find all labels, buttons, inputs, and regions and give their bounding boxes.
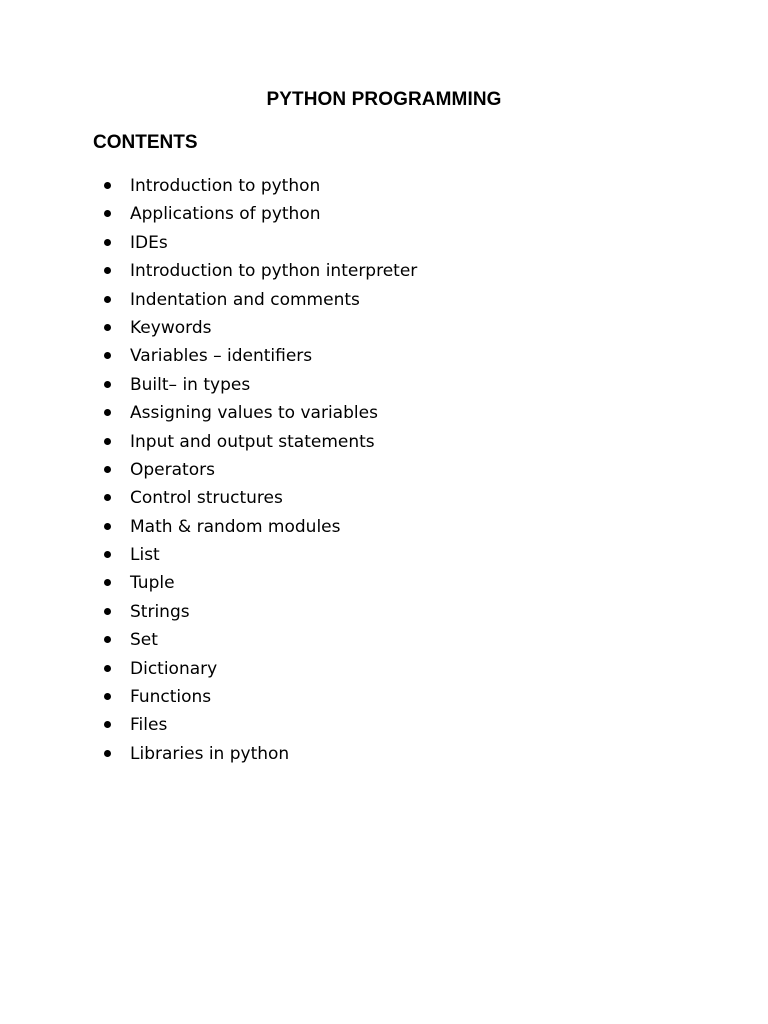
document-title: PYTHON PROGRAMMING [266,89,502,110]
contents-item-label: Introduction to python [130,176,321,196]
contents-item [104,428,417,456]
contents-item-label: Set [130,630,158,651]
contents-list [104,172,417,768]
bullet-icon [104,438,111,445]
contents-item-label: Introduction to python interpreter [130,261,418,282]
contents-item [104,484,417,512]
contents-item-label: Files [130,715,168,736]
bullet-icon [104,210,111,217]
contents-item-label: Tuple [130,573,175,594]
contents-item-label: Operators [130,459,215,480]
bullet-icon [104,579,111,586]
contents-item-label: Input and output statements [130,431,375,452]
contents-item [104,456,417,484]
bullet-icon [104,409,111,416]
contents-item [104,711,417,739]
contents-item-label: Variables – identifiers [130,346,313,367]
bullet-icon [104,296,111,303]
contents-item-label: Built– in types [130,374,251,395]
contents-item-label: IDEs [130,232,168,253]
contents-item [104,286,417,314]
contents-heading: CONTENTS [93,132,198,153]
bullet-icon [104,750,111,757]
contents-item-label: Dictionary [130,658,218,679]
contents-item [104,314,417,342]
contents-item-label: Control structures [130,488,283,509]
bullet-icon [104,494,111,501]
contents-item [104,342,417,370]
bullet-icon [104,182,111,189]
contents-item [104,229,417,257]
contents-item [104,626,417,654]
bullet-icon [104,523,111,530]
contents-item-label: Math & random modules [130,516,341,537]
bullet-icon [104,551,111,558]
bullet-icon [104,636,111,643]
contents-item [104,569,417,597]
contents-item [104,513,417,541]
bullet-icon [104,352,111,359]
contents-item [104,200,417,228]
contents-item [104,399,417,427]
contents-item-label: Applications of python [130,204,321,225]
contents-item-label: Indentation and comments [130,289,360,310]
contents-item [104,740,417,768]
contents-item [104,371,417,399]
bullet-icon [104,608,111,615]
contents-item [104,683,417,711]
bullet-icon [104,721,111,728]
contents-item-label: Libraries in python [130,743,290,764]
contents-item [104,541,417,569]
contents-item [104,172,417,200]
contents-item-label: Assigning values to variables [130,403,378,424]
bullet-icon [104,693,111,700]
bullet-icon [104,665,111,672]
bullet-icon [104,381,111,388]
contents-item [104,598,417,626]
contents-item-label: List [130,545,160,566]
contents-item-label: Strings [130,601,190,622]
bullet-icon [104,239,111,246]
contents-item-label: Functions [130,687,212,708]
contents-item [104,257,417,285]
contents-item [104,655,417,683]
bullet-icon [104,324,111,331]
bullet-icon [104,267,111,274]
contents-item-label: Keywords [130,317,212,338]
bullet-icon [104,466,111,473]
